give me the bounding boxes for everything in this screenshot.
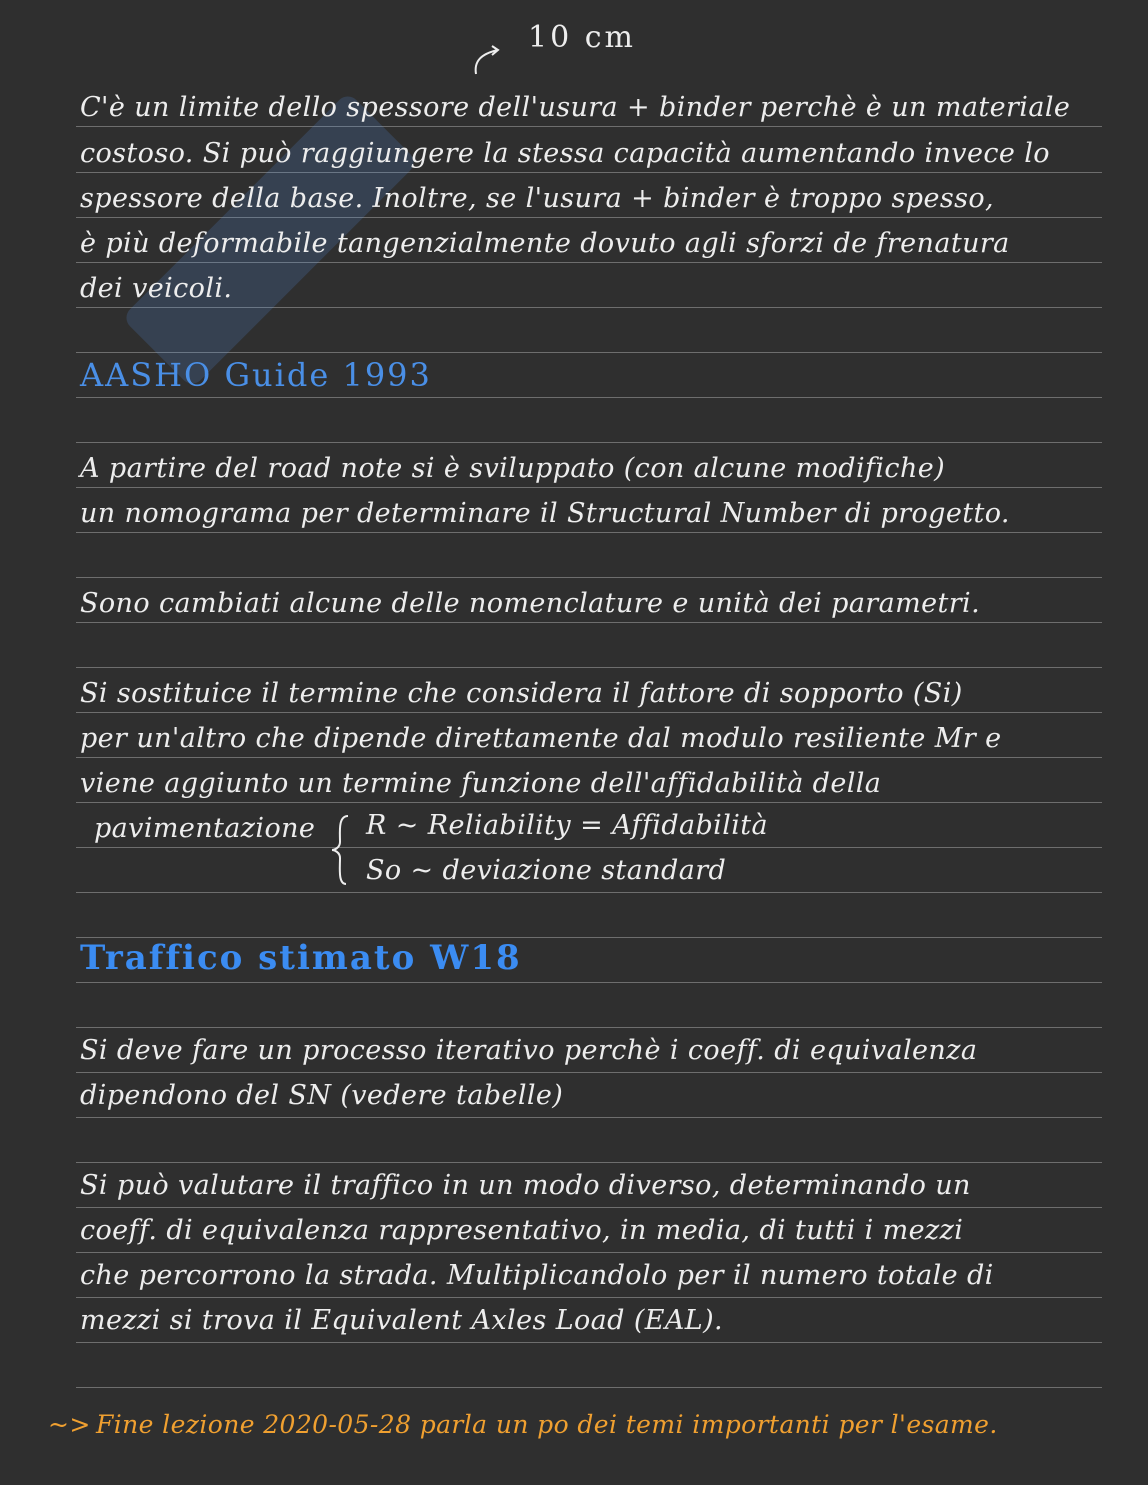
paragraph1-line: C'è un limite dello spessore dell'usura + binder perchè è un materiale — [80, 92, 1071, 123]
curved-arrow-icon — [468, 42, 508, 78]
ruled-line — [76, 532, 1102, 533]
ruled-line — [76, 1027, 1102, 1028]
thickness-annotation: 10 cm — [528, 20, 636, 55]
paragraph1-line: costoso. Si può raggiungere la stessa capacità aumentando invece lo — [80, 138, 1050, 169]
paragraph4-line: viene aggiunto un termine funzione dell'affidabilità della — [80, 768, 882, 799]
ruled-line — [76, 126, 1102, 127]
ruled-line — [76, 667, 1102, 668]
ruled-line — [76, 1072, 1102, 1073]
ruled-line — [76, 577, 1102, 578]
ruled-line — [76, 217, 1102, 218]
footer-note: Fine lezione 2020-05-28 parla un po dei temi importanti per l'esame. — [96, 1410, 998, 1439]
paragraph6-line: coeff. di equivalenza rappresentativo, in media, di tutti i mezzi — [80, 1215, 964, 1246]
curly-brace-icon — [328, 812, 354, 888]
ruled-line — [76, 622, 1102, 623]
ruled-line — [76, 1252, 1102, 1253]
paragraph1-line: spessore della base. Inoltre, se l'usura + binder è troppo spesso, — [80, 183, 994, 214]
ruled-line — [76, 712, 1102, 713]
ruled-line — [76, 1297, 1102, 1298]
reliability-item: R ~ Reliability = Affidabilità — [366, 810, 769, 841]
ruled-line — [76, 982, 1102, 983]
ruled-line — [76, 1387, 1102, 1388]
pavimentazione-label: pavimentazione — [94, 813, 316, 844]
paragraph6-line: mezzi si trova il Equivalent Axles Load (EAL). — [80, 1305, 724, 1336]
paragraph2-line: A partire del road note si è sviluppato (con alcune modifiche) — [80, 453, 946, 484]
paragraph4-line: per un'altro che dipende direttamente dal modulo resiliente Mr e — [80, 723, 1002, 754]
ruled-line — [76, 847, 1102, 848]
paragraph5-line: dipendono del SN (vedere tabelle) — [80, 1080, 564, 1111]
paragraph6-line: Si può valutare il traffico in un modo diverso, determinando un — [80, 1170, 971, 1201]
footer-arrow: ~> — [48, 1410, 91, 1439]
ruled-line — [76, 487, 1102, 488]
paragraph5-line: Si deve fare un processo iterativo perchè i coeff. di equivalenza — [80, 1035, 978, 1066]
paragraph1-line: è più deformabile tangenzialmente dovuto agli sforzi de frenatura — [80, 228, 1010, 259]
ruled-line — [76, 1117, 1102, 1118]
ruled-line — [76, 1162, 1102, 1163]
paragraph2-line: un nomograma per determinare il Structural Number di progetto. — [80, 498, 1010, 529]
ruled-line — [76, 352, 1102, 353]
ruled-line — [76, 397, 1102, 398]
ruled-line — [76, 262, 1102, 263]
paragraph1-line: dei veicoli. — [80, 273, 233, 304]
ruled-line — [76, 442, 1102, 443]
ruled-line — [76, 1342, 1102, 1343]
ruled-line — [76, 172, 1102, 173]
section-heading-aasho: AASHO Guide 1993 — [80, 356, 432, 394]
paragraph4-line: Si sostituice il termine che considera il fattore di sopporto (Si) — [80, 678, 963, 709]
ruled-line — [76, 802, 1102, 803]
ruled-line — [76, 307, 1102, 308]
ruled-line — [76, 1207, 1102, 1208]
paragraph6-line: che percorrono la strada. Multiplicandolo per il numero totale di — [80, 1260, 994, 1291]
ruled-line — [76, 892, 1102, 893]
paragraph3-line: Sono cambiati alcune delle nomenclature e unità dei parametri. — [80, 588, 981, 619]
standard-deviation-item: So ~ deviazione standard — [366, 855, 727, 886]
ruled-line — [76, 757, 1102, 758]
section-heading-traffico: Traffico stimato W18 — [80, 938, 522, 978]
